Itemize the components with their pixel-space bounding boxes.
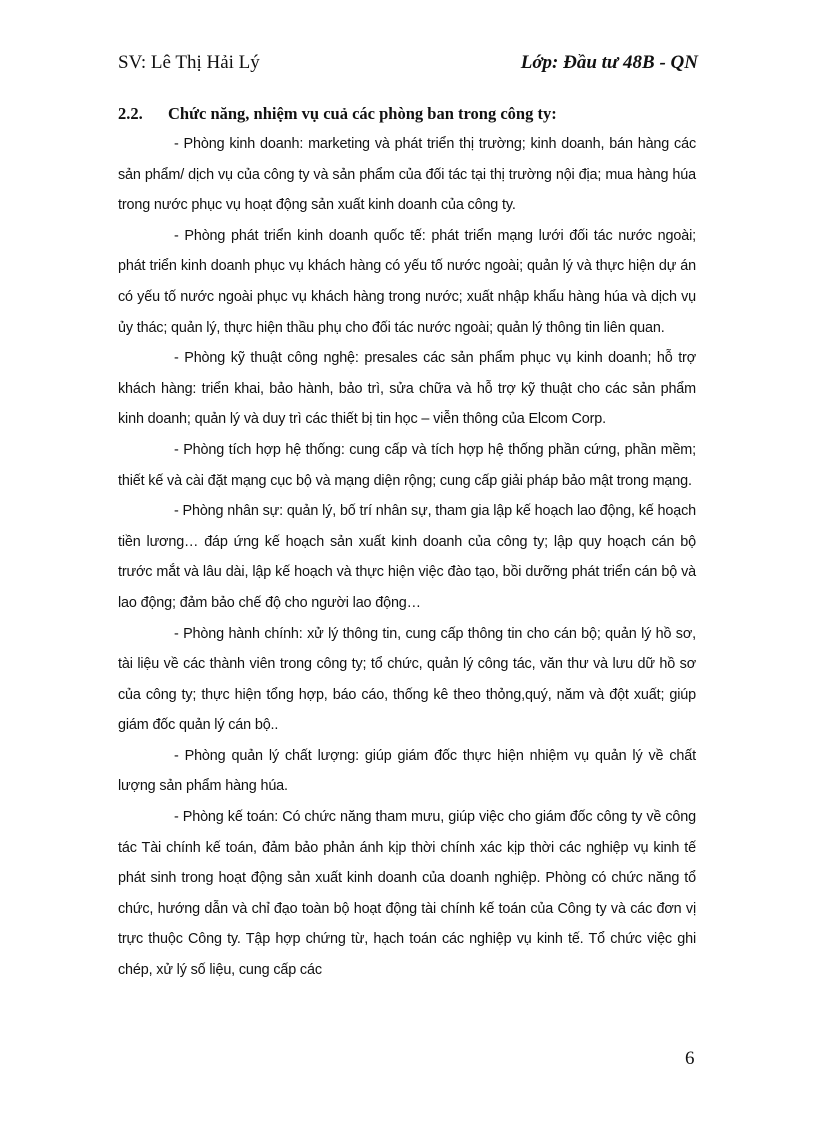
paragraph-quality-dept: - Phòng quản lý chất lượng: giúp giám đốc thực hiện nhiệm vụ quản lý về chất lượng sản phẩm hàng húa. (118, 747, 696, 795)
paragraph-hr-dept: - Phòng nhân sự: quản lý, bố trí nhân sự, tham gia lập kế hoạch lao động, kế hoạch tiền lương… đáp ứng kế hoạch sản xuất kinh doanh của công ty; lập quy hoạch cán bộ trước mắt và lâu dài, lập kế hoạch và thực hiện việc đào tạo, bồi dưỡng phát triển cán bộ và lao động; đảm bảo chế độ cho người lao động… (118, 503, 696, 611)
student-name: SV: Lê Thị Hải Lý (118, 52, 260, 73)
paragraph-business-dept: - Phòng kinh doanh: marketing và phát triển thị trường; kinh doanh, bán hàng các sản phẩm/ dịch vụ của công ty và sản phẩm của đối tác tại thị trường nội địa; mua hàng húa trong nước phục vụ hoạt động sản xuất kinh doanh của công ty. (118, 136, 696, 214)
section-heading (118, 98, 696, 129)
page-number: 6 (685, 1048, 695, 1069)
paragraph-accounting-dept: - Phòng kế toán: Có chức năng tham mưu, giúp việc cho giám đốc công ty về công tác Tài chính kế toán, đảm bảo phản ánh kịp thời chính xác kịp thời các nghiệp vụ kinh tế phát sinh trong hoạt động sản xuất kinh doanh của doanh nghiệp. Phòng có chức năng tổ chức, hướng dẫn và chỉ đạo toàn bộ hoạt động tài chính kế toán của Công ty và các đơn vị trực thuộc Công ty. Tập hợp chứng từ, hạch toán các nghiệp vụ kinh tế. Tổ chức việc ghi chép, xử lý số liệu, cung cấp các (118, 809, 696, 979)
class-name: Lớp: Đầu tư 48B - QN (520, 52, 698, 73)
section-title: Chức năng, nhiệm vụ cuả các phòng ban trong công ty: (168, 104, 557, 123)
paragraph-international-dept: - Phòng phát triển kinh doanh quốc tế: phát triển mạng lưới đối tác nước ngoài; phát triển kinh doanh phục vụ khách hàng có yếu tố nước ngoài; quản lý và thực hiện dự án có yếu tố nước ngoài phục vụ khách hàng trong nước; xuất nhập khẩu hàng húa và dịch vụ ủy thác; quản lý, thực hiện thầu phụ cho đối tác nước ngoài; quản lý thông tin liên quan. (118, 227, 696, 336)
paragraph-admin-dept: - Phòng hành chính: xử lý thông tin, cung cấp thông tin cho cán bộ; quản lý hồ sơ, tài liệu về các thành viên trong công ty; tổ chức, quản lý công tác, văn thư và lưu dữ hồ sơ của công ty; thực hiện tổng hợp, báo cáo, thống kê theo thỏng,quý, năm và đột xuất; giúp giám đốc quản lý cán bộ.. (118, 625, 696, 734)
page-content (118, 98, 696, 986)
paragraph-technology-dept: - Phòng kỹ thuật công nghệ: presales các sản phẩm phục vụ kinh doanh; hỗ trợ khách hàng: triển khai, bảo hành, bảo trì, sửa chữa và hỗ trợ kỹ thuật cho các sản phẩm kinh doanh; quản lý và duy trì các thiết bị tin học – viễn thông của Elcom Corp. (118, 350, 696, 428)
page-header (118, 48, 698, 78)
section-number: 2.2. (118, 104, 143, 123)
paragraph-integration-dept: - Phòng tích hợp hệ thống: cung cấp và tích hợp hệ thống phần cứng, phần mềm; thiết kế và cài đặt mạng cục bộ và mạng diện rộng; cung cấp giải pháp bảo mật trong mạng. (118, 441, 696, 489)
